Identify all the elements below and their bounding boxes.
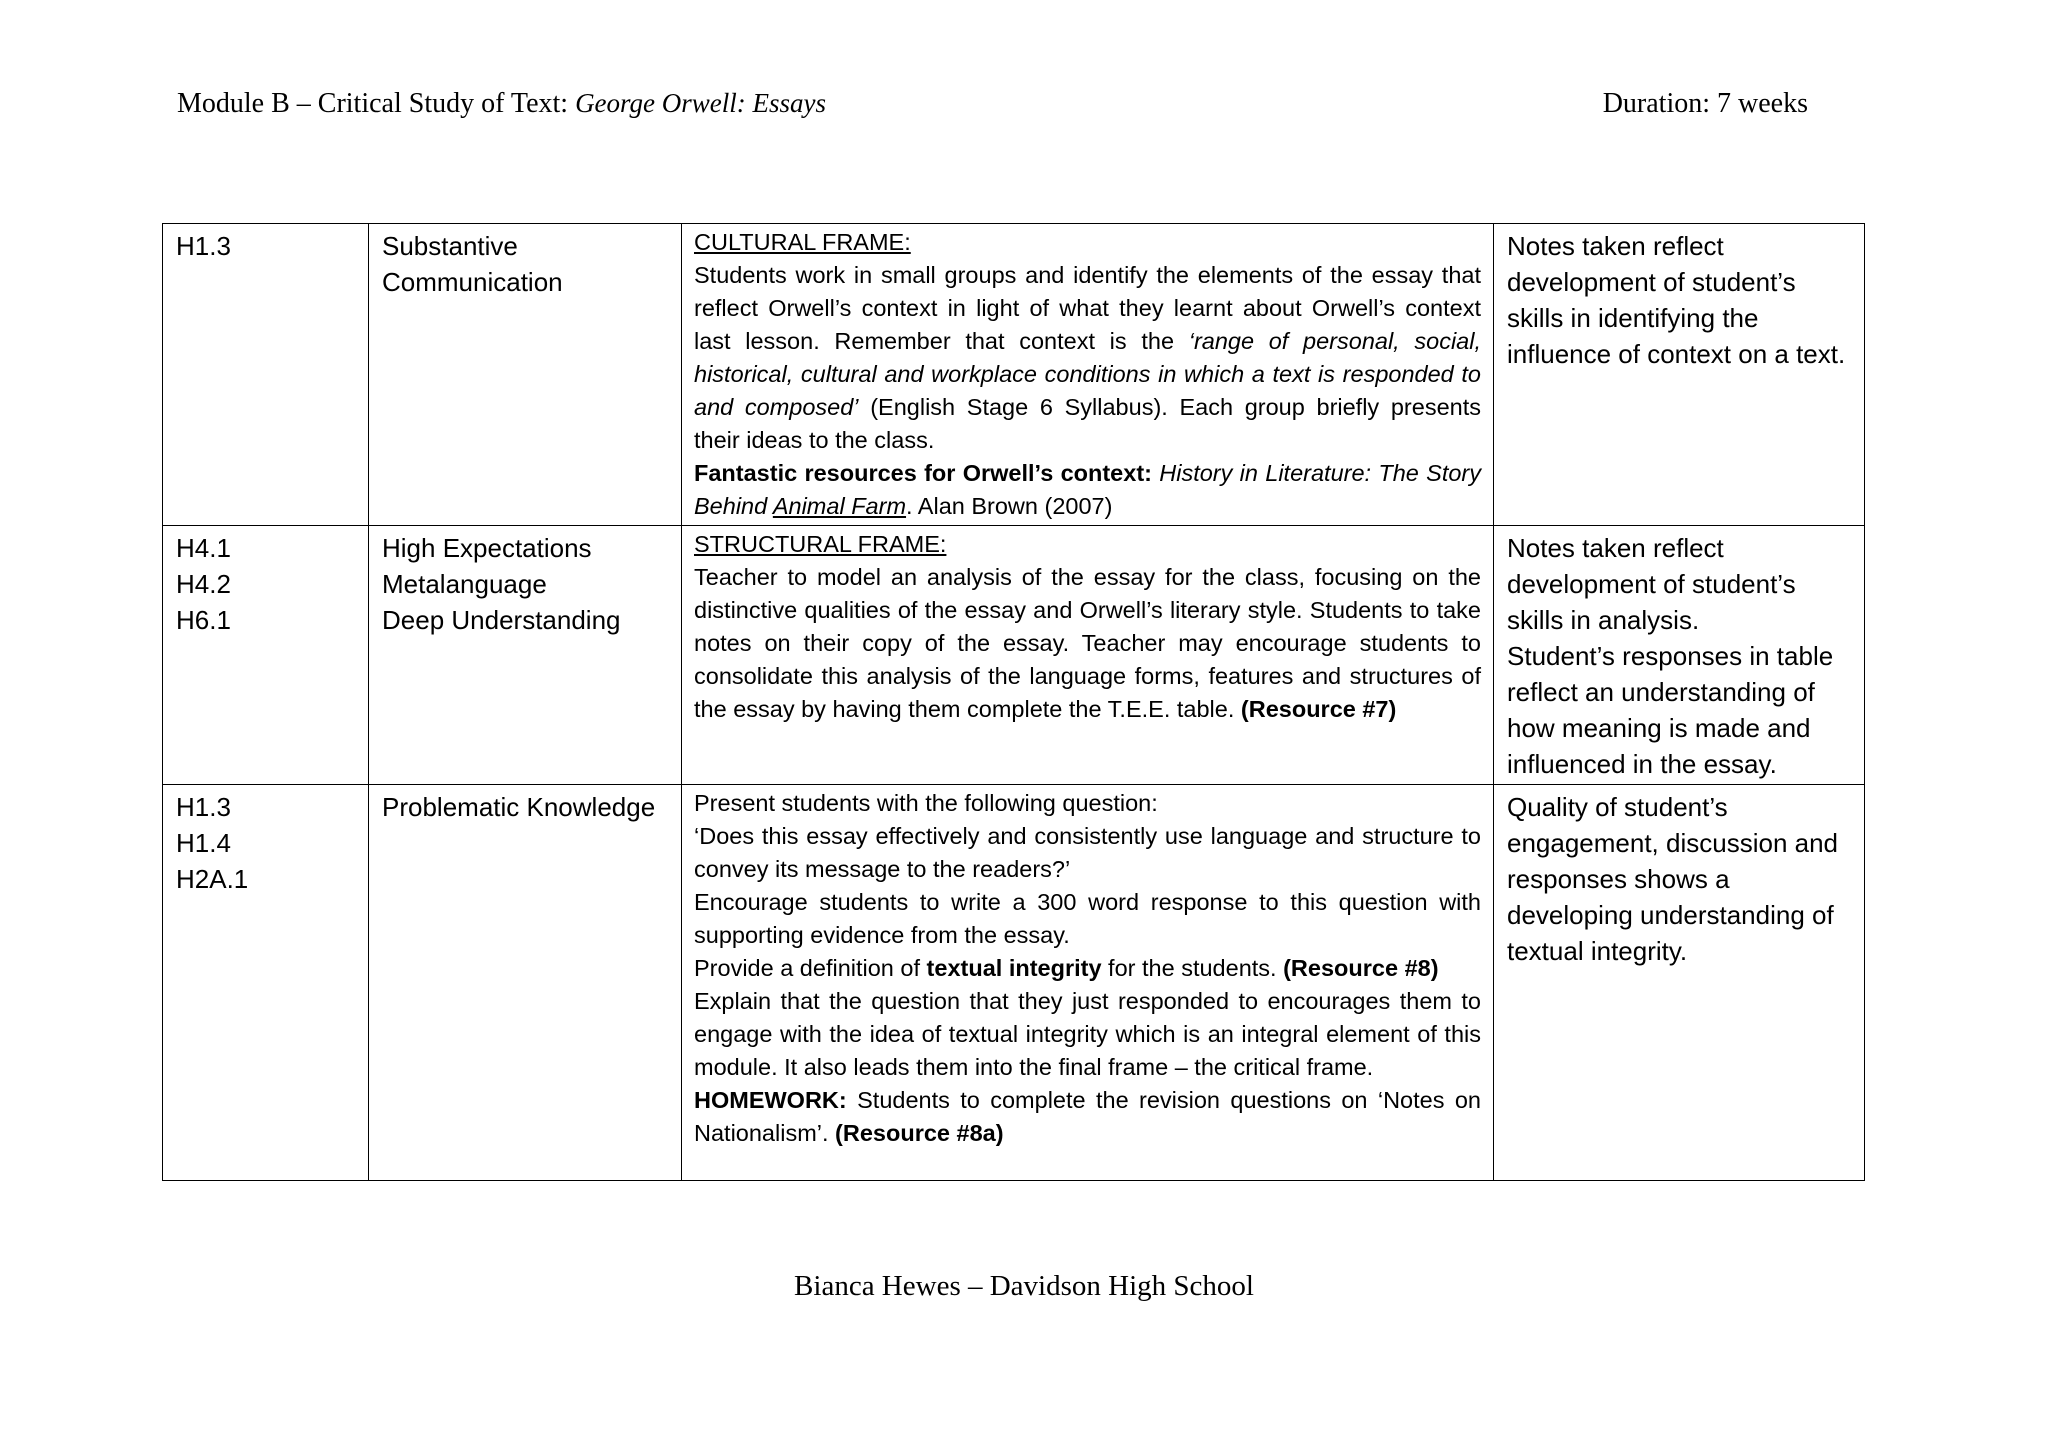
teaching-activity-cell	[682, 224, 1494, 526]
element-label: Metalanguage	[382, 569, 547, 599]
teaching-activity-cell	[682, 526, 1494, 785]
assessment-cell: Notes taken reflect development of student’s skills in identifying the influence of context on a text.	[1494, 224, 1865, 526]
resource-note: Fantastic resources for Orwell’s context: History in Literature: The Story Behind Animal Farm. Alan Brown (2007)	[694, 460, 1481, 519]
outcome-code: H1.4	[176, 828, 231, 858]
outcomes-cell	[163, 526, 369, 785]
resource-ref: (Resource #8a)	[835, 1120, 1004, 1146]
outcomes-cell	[163, 785, 369, 1181]
frame-title: CULTURAL FRAME:	[694, 229, 911, 255]
outcome-code: H2A.1	[176, 864, 249, 894]
quality-teaching-elements-cell	[369, 785, 682, 1181]
module-text-title: George Orwell: Essays	[575, 88, 827, 118]
element-label: Problematic Knowledge	[382, 792, 656, 822]
activity-text: Students work in small groups and identify the elements of the essay that reflect Orwell’s context in light of what they learnt about Orwell’s context last lesson. Remember that context is the ‘range of personal, social, historical, cultural and workplace conditions in which a text is responded to and composed’ (English Stage 6 Syllabus). Each group briefly presents their ideas to the class.	[694, 262, 1482, 453]
table-row	[163, 785, 1865, 1181]
assessment-cell: Quality of student’s engagement, discussion and responses shows a developing understanding of textual integrity.	[1494, 785, 1865, 1181]
quality-teaching-elements-cell	[369, 224, 682, 526]
module-prefix: Module B – Critical Study of Text:	[177, 88, 576, 119]
header-duration: Duration: 7 weeks	[1602, 88, 1808, 119]
activity-question: ‘Does this essay effectively and consistently use language and structure to convey its message to the readers?’	[694, 823, 1481, 882]
element-label: Communication	[382, 267, 563, 297]
resource-ref: (Resource #8)	[1283, 955, 1439, 981]
table-row	[163, 224, 1865, 526]
activity-text: Explain that the question that they just responded to encourages them to engage with the idea of textual integrity which is an integral element of this module. It also leads them into the final frame – the critical frame.	[694, 988, 1481, 1080]
activity-text: Encourage students to write a 300 word response to this question with supporting evidence from the essay.	[694, 889, 1481, 948]
outcome-code: H1.3	[176, 792, 231, 822]
outcome-code: H4.1	[176, 533, 231, 563]
assessment-text: Student’s responses in table reflect an understanding of how meaning is made and influenced in the essay.	[1507, 641, 1834, 779]
frame-title: STRUCTURAL FRAME:	[694, 531, 947, 557]
quality-teaching-elements-cell	[369, 526, 682, 785]
outcome-code: H1.3	[176, 231, 231, 261]
outcomes-cell	[163, 224, 369, 526]
outcome-code: H4.2	[176, 569, 231, 599]
outcome-code: H6.1	[176, 605, 231, 635]
activity-text: Teacher to model an analysis of the essay for the class, focusing on the distinctive qualities of the essay and Orwell’s literary style. Students to take notes on their copy of the essay. Teacher may encourage students to consolidate this analysis of the language forms, features and structures of the essay by having them complete the T.E.E. table. (Resource #7)	[694, 564, 1481, 722]
footer-author: Bianca Hewes – Davidson High School	[794, 1270, 1254, 1302]
header-module-title	[177, 88, 826, 120]
activity-text: Provide a definition of textual integrity for the students. (Resource #8)	[694, 955, 1439, 981]
lesson-plan-table	[162, 223, 1865, 1181]
element-label: Deep Understanding	[382, 605, 621, 635]
assessment-cell	[1494, 526, 1865, 785]
element-label: Substantive	[382, 231, 518, 261]
element-label: High Expectations	[382, 533, 592, 563]
activity-text: Present students with the following question:	[694, 790, 1158, 816]
assessment-text: Notes taken reflect development of student’s skills in analysis.	[1507, 533, 1796, 635]
table-row	[163, 526, 1865, 785]
teaching-activity-cell	[682, 785, 1494, 1181]
resource-ref: (Resource #7)	[1240, 696, 1397, 722]
homework-note: HOMEWORK: Students to complete the revision questions on ‘Notes on Nationalism’. (Resource #8a)	[694, 1087, 1481, 1146]
